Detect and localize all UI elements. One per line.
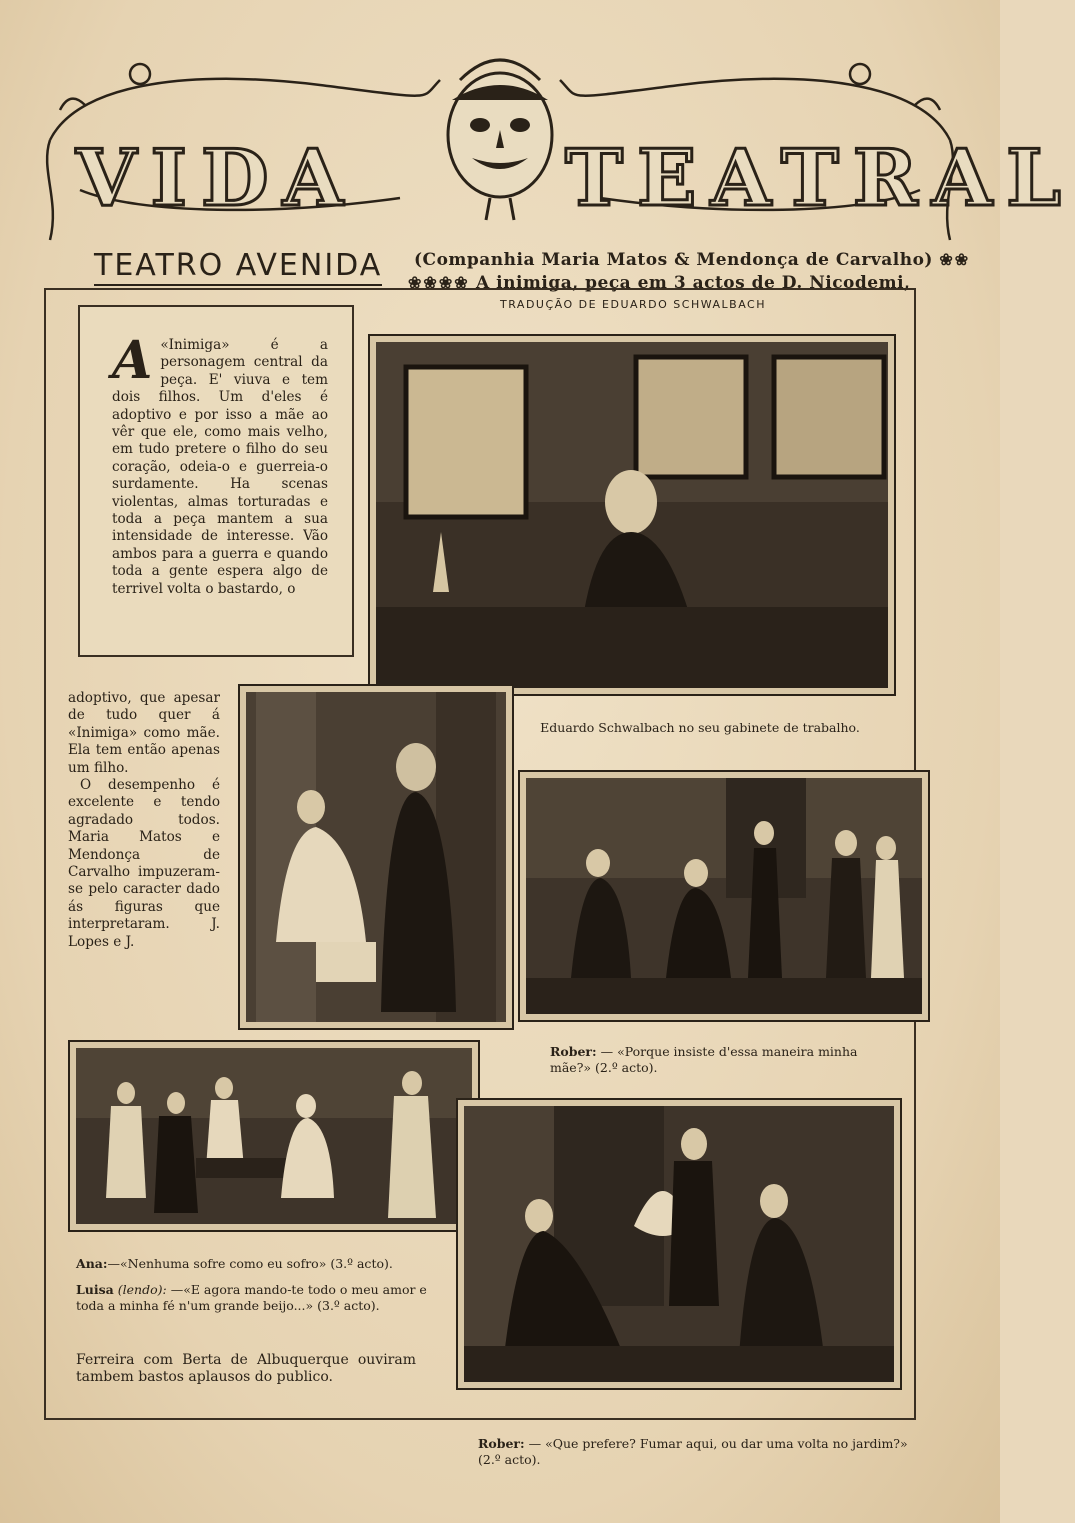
theater-mask-icon [448, 60, 552, 220]
company-text: (Companhia Maria Matos & Mendonça de Carvalho) [414, 250, 933, 270]
intro-paragraph [80, 307, 352, 598]
caption-4-speaker-1: Ana: [76, 1256, 108, 1271]
caption-4-line-2 [76, 1282, 436, 1314]
caption-4-text-2: —«E agora mando-te todo o meu amor e toda a minha fé n'um grande beijo...» (3.º acto). [76, 1282, 427, 1313]
play-text: A inimiga, peça em 3 actos de D. Nicodemi, [476, 273, 911, 293]
caption-5-text: — «Que prefere? Fumar aqui, ou dar uma volta no jardim?» (2.º acto). [478, 1436, 908, 1467]
floral-swirl-icon: ❀❀❀❀ [408, 273, 470, 292]
caption-photo-5 [478, 1436, 918, 1468]
caption-3-text: — «Porque insiste d'essa maneira minha mãe?» (2.º acto). [550, 1044, 858, 1075]
company-line [414, 250, 970, 270]
paragraph-3-text: O desempenho é excelente e tendo agradado todos. Maria Matos e Mendonça de Carvalho impuzeram-se pelo caracter dado ás figuras que interpretaram. J. Lopes e J. [68, 777, 220, 950]
intro-text-box [78, 305, 354, 657]
masthead [20, 40, 1075, 240]
paragraph-4: Ferreira com Berta de Albuquerque ouviram tambem bastos aplausos do publico. [76, 1352, 416, 1386]
caption-4-speaker-2: Luisa [76, 1282, 114, 1297]
paragraph-2-text: adoptivo, que apesar de tudo quer á «Inimiga» como mãe. Ela tem então apenas um filho. [68, 690, 220, 776]
caption-4-text-1: —«Nenhuma sofre como eu sofro» (3.º acto). [107, 1256, 393, 1271]
section-title: TEATRO AVENIDA [94, 248, 382, 286]
caption-4-stage-direction: (lendo): [117, 1282, 167, 1297]
caption-photo-4 [76, 1256, 436, 1314]
caption-photo-1: Eduardo Schwalbach no seu gabinete de trabalho. [540, 720, 860, 735]
caption-5-speaker: Rober: [478, 1436, 525, 1451]
photo-women-at-table [68, 1040, 480, 1232]
drop-cap: A [112, 330, 153, 391]
photo-drawing-room-scene [518, 770, 930, 1022]
caption-4-line-1 [76, 1256, 436, 1272]
photo-widow-and-elder [238, 684, 514, 1030]
translation-credit: TRADUÇÃO DE EDUARDO SCHWALBACH [500, 298, 767, 311]
photo-gentlemen-smoking [456, 1098, 902, 1390]
paragraph-1-text: «Inimiga» é a personagem central da peça. E' viuva e tem dois filhos. Um d'eles é adoptivo e por isso a mãe ao vêr que ele, como mais velho, em tudo pretere o filho do seu coração, odeia-o e guerreia-o surdamente. Ha scenas violentas, almas torturadas e toda a peça mantem a sua intensidade de interesse. Vão ambos para a guerra e quando toda a gente espera algo de terrivel volta o bastardo, o [112, 337, 328, 597]
photo-schwalbach-study [368, 334, 896, 696]
masthead-title-right: TEATRAL [565, 133, 1075, 224]
paragraph-2 [68, 690, 220, 951]
caption-photo-3 [550, 1044, 880, 1076]
masthead-title-left: VIDA [76, 133, 358, 224]
caption-3-speaker: Rober: [550, 1044, 597, 1059]
floral-swirl-icon: ❀❀ [939, 250, 971, 269]
